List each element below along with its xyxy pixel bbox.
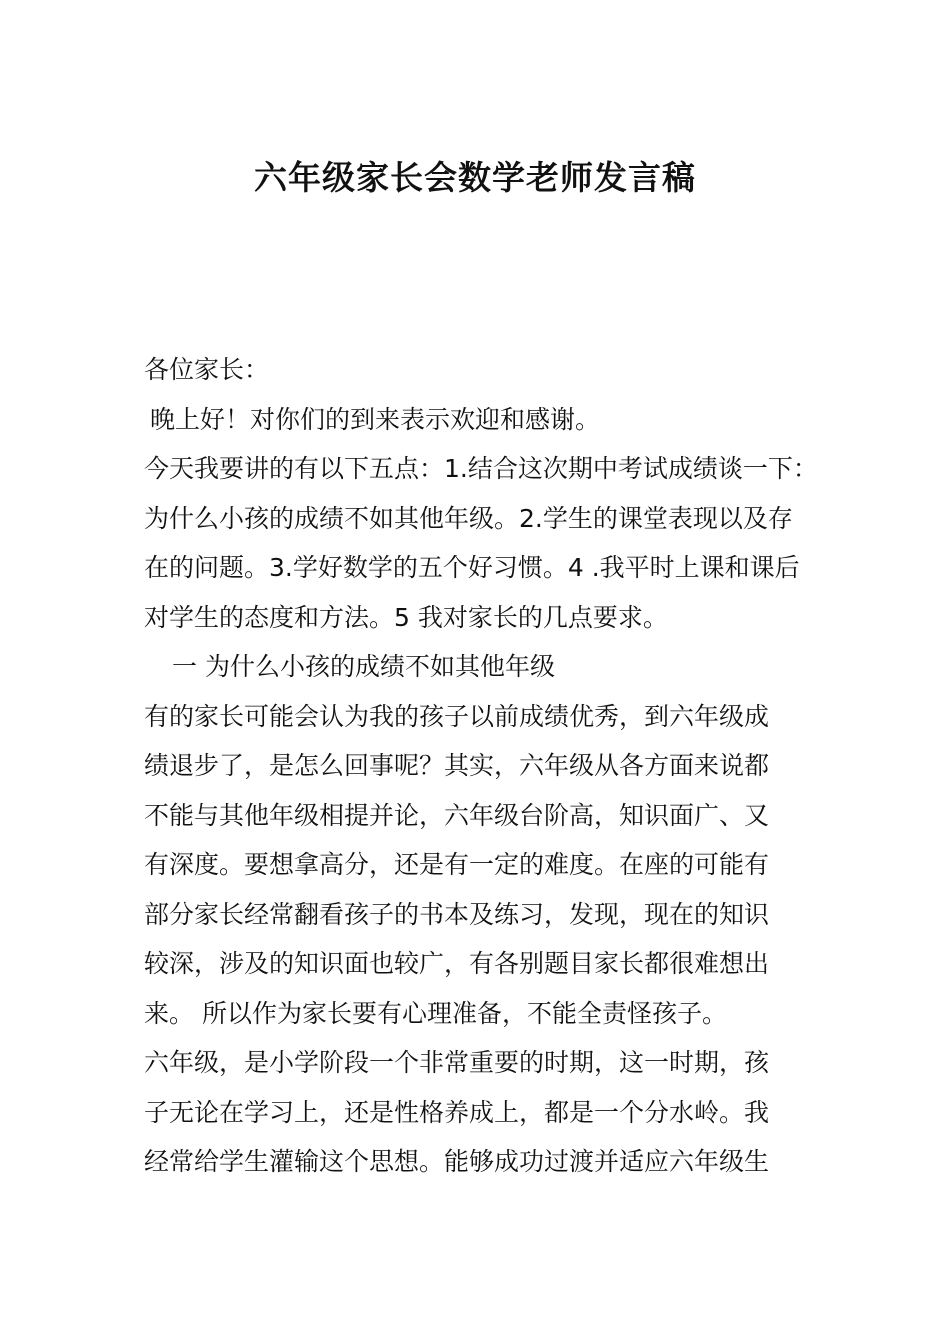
document-title: 六年级家长会数学老师发言稿 [254, 158, 696, 197]
paragraph-line: 经常给学生灌输这个思想。能够成功过渡并适应六年级生 [144, 1147, 770, 1176]
paragraph-line: 六年级，是小学阶段一个非常重要的时期，这一时期，孩 [144, 1048, 770, 1077]
paragraph-line: 来。 所以作为家长要有心理准备，不能全责怪孩子。 [144, 998, 727, 1028]
paragraph-line: 在的问题。3.学好数学的五个好习惯。4 .我平时上课和课后 [144, 553, 800, 582]
paragraph-line: 子无论在学习上，还是性格养成上，都是一个分水岭。我 [144, 1097, 770, 1127]
paragraph-line: 今天我要讲的有以下五点：1.结合这次期中考试成绩谈一下： [144, 454, 818, 483]
paragraph-line: 绩退步了，是怎么回事呢？其实，六年级从各方面来说都 [144, 751, 770, 780]
paragraph-line: 部分家长经常翻看孩子的书本及练习，发现，现在的知识 [144, 899, 770, 929]
paragraph-line: 较深，涉及的知识面也较广，有各别题目家长都很难想出 [144, 949, 770, 978]
paragraph-line: 为什么小孩的成绩不如其他年级。2.学生的课堂表现以及存 [144, 503, 793, 533]
paragraph-line: 不能与其他年级相提并论，六年级台阶高，知识面广、又 [144, 800, 770, 830]
paragraph-line: 有的家长可能会认为我的孩子以前成绩优秀，到六年级成 [144, 701, 770, 731]
section-heading: 一 为什么小孩的成绩不如其他年级 [172, 652, 555, 681]
greeting-line: 晚上好！对你们的到来表示欢迎和感谢。 [150, 404, 601, 434]
paragraph-line: 对学生的态度和方法。5 我对家长的几点要求。 [144, 602, 668, 632]
salutation-line: 各位家长： [144, 355, 270, 384]
paragraph-line: 有深度。要想拿高分，还是有一定的难度。在座的可能有 [144, 850, 770, 879]
document-body [144, 345, 834, 1187]
